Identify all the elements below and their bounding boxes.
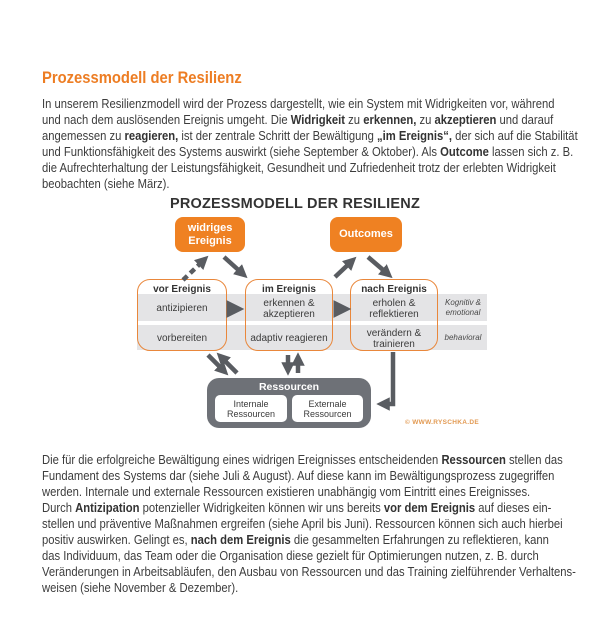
- phase-header: nach Ereignis: [361, 284, 427, 295]
- arrow-resources-to-before: [220, 356, 237, 373]
- phase-row-cognitive: erholen & reflektieren: [369, 297, 419, 320]
- dimension-label-cognitive: Kognitiv & emotional: [444, 298, 482, 317]
- adverse-event-box: widriges Ereignis: [175, 217, 245, 252]
- phase-row-behavioral: adaptiv reagieren: [250, 333, 328, 344]
- resources-title: Ressourcen: [258, 381, 320, 393]
- phase-box-after-event: [350, 279, 438, 351]
- arrow-outcomes-to-after: [368, 257, 389, 275]
- phase-box-during-event: [245, 279, 333, 351]
- arrow-event-to-during: [224, 257, 244, 275]
- phase-row-cognitive: erkennen & akzeptieren: [263, 297, 315, 320]
- outro-paragraph: Die für die erfolgreiche Bewältigung eines widrigen Ereignisses entscheidenden Ressourcen stellen das Fundament des Systems dar (siehe Juli & August). Auf diese kann im Bewältigungsprozess zugegriffen werden. Internale und externale Ressourcen existieren unabhängig vom Eintritt eines Ereignisses. Durch Antizipation potenzieller Widrigkeiten können wir uns bereits vor dem Ereignis auf dieses ein- stellen und präventive Maßnahmen ergreifen (siehe April bis Juni). Ressourcen können sich auch hierbei positiv auswirken. Gelingt es, nach dem Ereignis die gesammelten Erfahrungen zu reflektieren, kann das Individuum, das Team oder die Organisation diese gezielt für Optimierungen nutzen, z. B. durch Veränderungen in Arbeitsabläufen, den Ausbau von Ressourcen und das Training zielführender Verhaltens- weisen (siehe November & Dezember).: [42, 452, 576, 595]
- phase-box-before-event: [137, 279, 227, 351]
- outcomes-box: Outcomes: [330, 217, 402, 252]
- internal-resources-box: Internale Ressourcen: [215, 395, 287, 422]
- phase-header: vor Ereignis: [153, 284, 211, 295]
- diagram-title: PROZESSMODELL DER RESILIENZ: [169, 196, 421, 212]
- copyright-note: © WWW.RYSCHKA.DE: [405, 419, 479, 426]
- resources-box: [207, 378, 371, 428]
- phase-row-behavioral: vorbereiten: [156, 333, 208, 344]
- arrow-after-to-resources: [381, 352, 393, 404]
- intro-paragraph: In unserem Resilienzmodell wird der Prozess dargestellt, wie ein System mit Widrigkeiten vor, während und nach dem auslösenden Ereignis umgeht. Die Widrigkeit zu erkennen, zu akzeptieren und darauf angemessen zu reagieren, ist der zentrale Schritt der Bewältigung „im Ereignis“, der sich auf die Stabilität und Funktionsfähigkeit des Systems auswirkt (siehe September & Oktober). Als Outcome lassen sich z. B. die Aufrechterhaltung der Leistungsfähigkeit, Gesundheit und Zufriedenheit trotz der erlebten Widrigkeit beobachten (siehe März).: [42, 96, 578, 191]
- phase-header: im Ereignis: [262, 284, 316, 295]
- arrow-before-to-event: [183, 259, 205, 280]
- arrow-before-to-resources: [208, 355, 225, 372]
- external-resources-box: Externale Ressourcen: [292, 395, 363, 422]
- page-title: Prozessmodell der Resilienz: [42, 68, 242, 87]
- phase-row-cognitive: antizipieren: [156, 303, 208, 314]
- arrow-during-to-outcomes: [335, 260, 353, 277]
- phase-row-behavioral: verändern & trainieren: [366, 327, 422, 350]
- dimension-label-behavioral: behavioral: [444, 332, 482, 342]
